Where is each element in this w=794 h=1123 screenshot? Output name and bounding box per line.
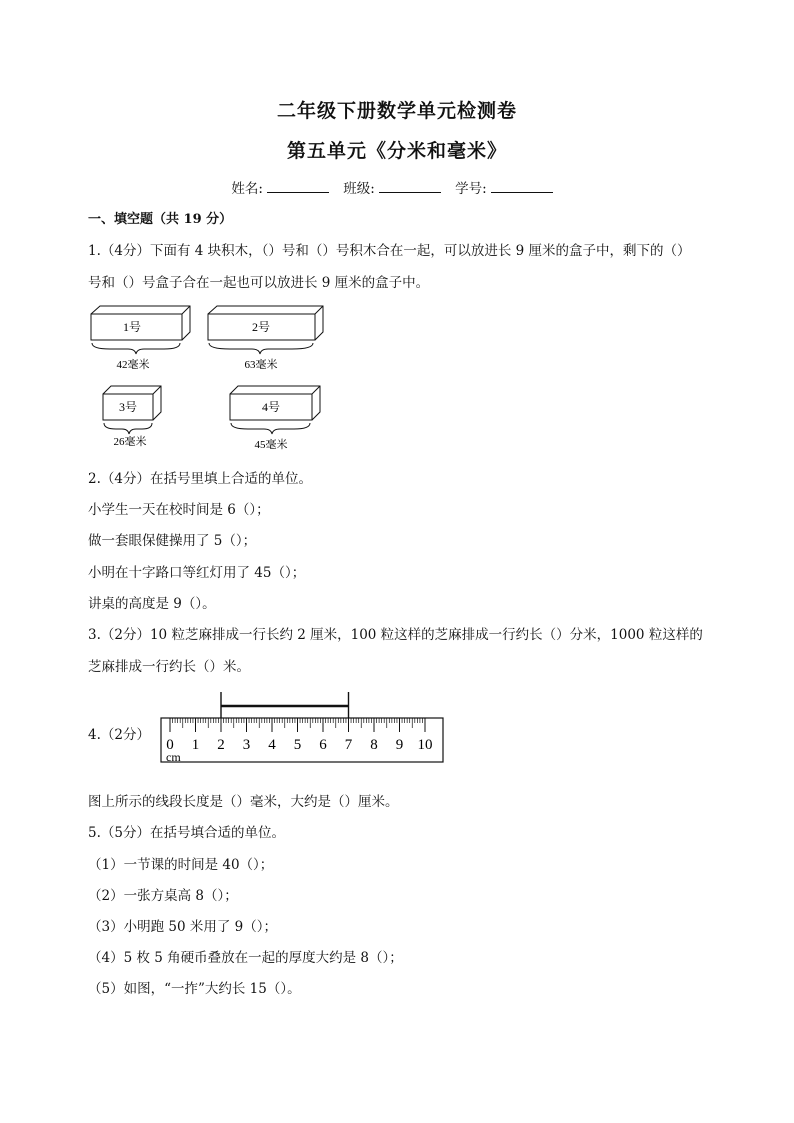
block-4-label: 4号 — [261, 400, 281, 414]
id-blank[interactable] — [491, 180, 553, 193]
q5-item-1: （1）一节课的时间是 40（）； — [88, 857, 274, 873]
measured-segment — [221, 692, 349, 718]
block-2-length: 63毫米 — [244, 359, 278, 371]
q3-line2: 芝麻排成一行约长（）米。 — [88, 659, 250, 675]
q2-item-1: 小学生一天在校时间是 6（）； — [88, 502, 270, 518]
id-label: 学号: — [455, 181, 487, 197]
block-4-length: 45毫米 — [254, 439, 288, 451]
q4-question: 图上所示的线段长度是（）毫米，大约是（）厘米。 — [88, 794, 399, 810]
q2-item-3: 小明在十字路口等红灯用了 45（）； — [88, 565, 306, 581]
ruler-number: 1 — [191, 737, 200, 753]
q1-line1: 1.（4分）下面有 4 块积木，（）号和（）号积木合在一起，可以放进长 9 厘米的盒子中，剩下的（） — [88, 243, 691, 259]
ruler-number: 2 — [217, 737, 225, 753]
block-4 — [230, 386, 320, 451]
block-3 — [103, 386, 161, 448]
page-subtitle: 第五单元《分米和毫米》 — [286, 140, 507, 162]
student-info — [0, 177, 794, 197]
q5-stem: 5.（5分）在括号填合适的单位。 — [88, 825, 285, 841]
ruler-number: 6 — [319, 737, 327, 753]
block-3-label: 3号 — [118, 400, 138, 414]
q2-item-4: 讲桌的高度是 9（）。 — [88, 596, 216, 612]
q5-item-2: （2）一张方桌高 8（）； — [88, 888, 238, 904]
ruler-number: 7 — [344, 737, 353, 753]
block-3-length: 26毫米 — [113, 436, 147, 448]
ruler-figure — [160, 686, 450, 766]
block-1-label: 1号 — [122, 320, 142, 334]
name-label: 姓名: — [231, 181, 263, 197]
ruler-number: 8 — [370, 737, 378, 753]
q2-stem: 2.（4分）在括号里填上合适的单位。 — [88, 471, 312, 487]
q4-label: 4.（2分） — [88, 727, 150, 743]
name-blank[interactable] — [267, 180, 329, 193]
ruler-number: 5 — [293, 737, 302, 753]
block-1 — [91, 306, 190, 371]
q3-line1: 3.（2分）10 粒芝麻排成一行长约 2 厘米，100 粒这样的芝麻排成一行约长（）分米，1000 粒这样的 — [88, 627, 703, 643]
block-1-length: 42毫米 — [116, 359, 150, 371]
class-blank[interactable] — [379, 180, 441, 193]
page-title: 二年级下册数学单元检测卷 — [276, 100, 517, 122]
q5-item-4: （4）5 枚 5 角硬币叠放在一起的厚度大约是 8（）； — [88, 950, 403, 966]
q5-item-5: （5）如图，“一拃”大约长 15（）。 — [88, 981, 301, 997]
class-label: 班级: — [343, 181, 375, 197]
block-2-label: 2号 — [251, 320, 271, 334]
ruler-unit: cm — [166, 750, 181, 764]
block-2 — [208, 306, 323, 371]
q1-line2: 号和（）号盒子合在一起也可以放进长 9 厘米的盒子中。 — [88, 275, 430, 291]
blocks-figure — [80, 298, 340, 458]
ruler-number: 0 — [166, 737, 174, 753]
section-heading: 一、填空题（共 19 分） — [88, 212, 233, 227]
ruler-number: 9 — [395, 737, 404, 753]
q5-item-3: （3）小明跑 50 米用了 9（）； — [88, 919, 277, 935]
ruler-number: 4 — [268, 737, 276, 753]
ruler-number: 10 — [417, 737, 433, 753]
ruler-number: 3 — [242, 737, 251, 753]
q2-item-2: 做一套眼保健操用了 5（）； — [88, 533, 257, 549]
